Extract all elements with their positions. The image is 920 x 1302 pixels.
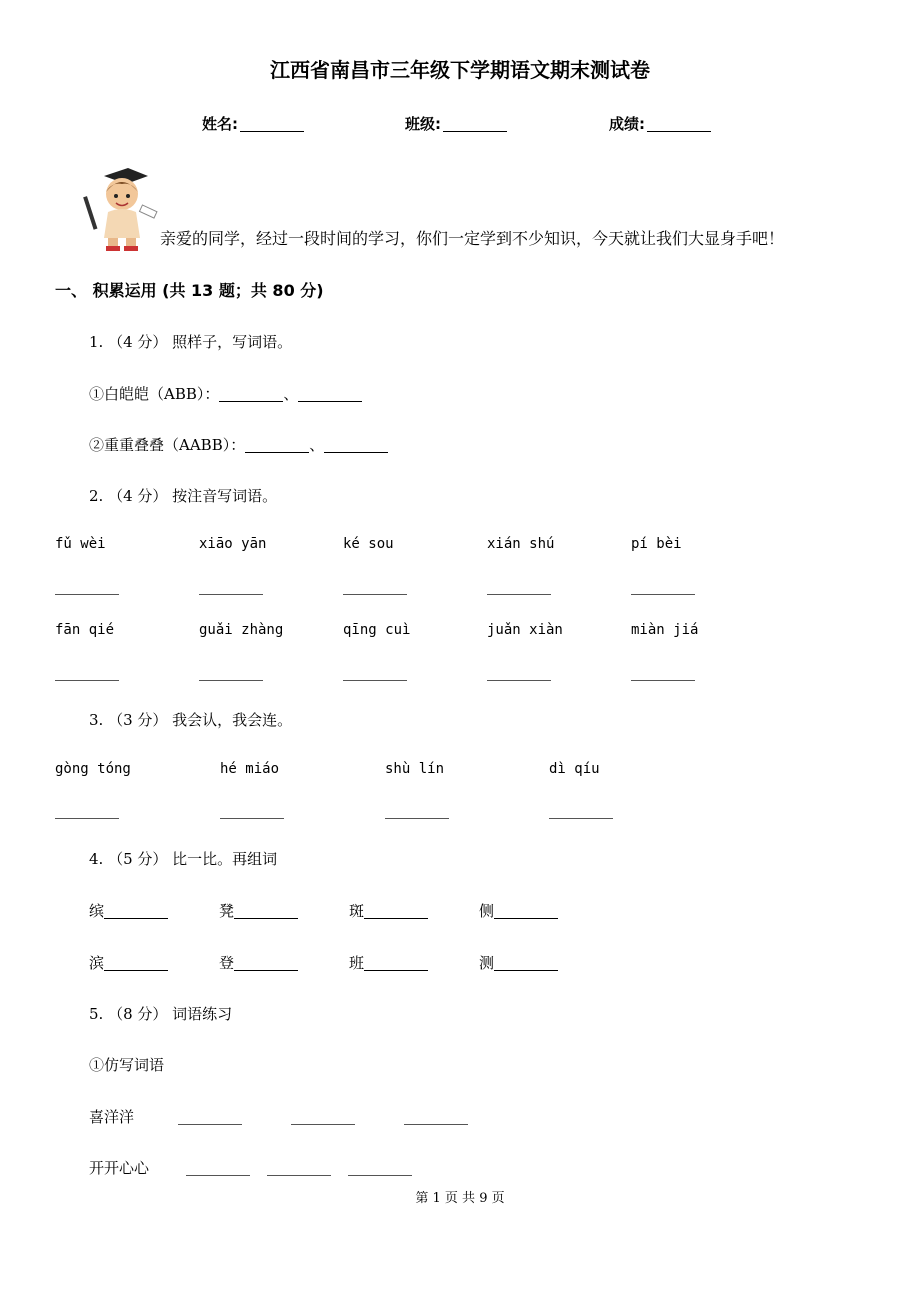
answer-blank[interactable] [104,905,168,919]
character: 凳 [219,902,235,920]
answer-blank[interactable] [494,905,558,919]
page-footer: 第 1 页 共 9 页 [415,1191,505,1206]
answer-blank[interactable] [404,1124,468,1125]
pinyin-item: fǔ wèi [55,536,106,552]
answer-blank[interactable] [364,905,428,919]
answer-blank[interactable] [324,439,388,453]
pinyin-item: ké sou [343,536,394,552]
answer-blank[interactable] [343,594,407,595]
answer-blank[interactable] [55,594,119,595]
character: 登 [219,954,235,972]
answer-blank[interactable] [55,818,119,819]
separator: 、 [283,385,299,403]
pinyin-item: miàn jiá [631,622,699,638]
question-5-heading: 5. （8 分） 词语练习 [89,1005,233,1023]
pinyin-item: guǎi zhàng [199,622,284,638]
q1-line-1-label: ①白皑皑（ABB）： [89,385,220,403]
name-label: 姓名: [202,115,238,133]
answer-blank[interactable] [631,680,695,681]
example-word: 喜洋洋 [89,1108,135,1126]
answer-blank[interactable] [267,1175,331,1176]
q1-line-2 [89,438,388,453]
character: 班 [349,954,365,972]
answer-blank[interactable] [291,1124,355,1125]
page-title: 江西省南昌市三年级下学期语文期末测试卷 [270,58,650,82]
example-word: 开开心心 [89,1159,150,1177]
compare-item [219,904,298,919]
answer-blank[interactable] [631,594,695,595]
character: 缤 [89,902,105,920]
score-field [609,117,711,132]
answer-blank[interactable] [55,680,119,681]
answer-blank[interactable] [186,1175,250,1176]
pinyin-item: shù lín [385,761,445,777]
answer-blank[interactable] [104,957,168,971]
question-2-heading: 2. （4 分） 按注音写词语。 [89,487,278,505]
answer-blank[interactable] [234,905,298,919]
answer-blank[interactable] [348,1175,412,1176]
pinyin-item: hé miáo [220,761,280,777]
pinyin-item: gòng tóng [55,761,131,777]
compare-item [479,904,558,919]
section-heading: 一、 积累运用 (共 13 题；共 80 分) [55,281,324,300]
compare-item [479,956,558,971]
pinyin-item: dì qíu [549,761,600,777]
answer-blank[interactable] [199,594,263,595]
score-blank[interactable] [647,117,711,132]
answer-blank[interactable] [364,957,428,971]
q1-line-2-label: ②重重叠叠（AABB）： [89,436,246,454]
compare-item [89,904,168,919]
pinyin-item: xiāo yān [199,536,267,552]
character: 斑 [349,902,365,920]
q5-subheading: ①仿写词语 [89,1056,165,1074]
mascot-student-icon [82,162,162,252]
question-4-heading: 4. （5 分） 比一比。再组词 [89,850,278,868]
pinyin-item: xián shú [487,536,555,552]
compare-item [349,956,428,971]
question-3-heading: 3. （3 分） 我会认，我会连。 [89,711,293,729]
answer-blank[interactable] [199,680,263,681]
answer-blank[interactable] [178,1124,242,1125]
compare-item [219,956,298,971]
answer-blank[interactable] [245,439,309,453]
answer-blank[interactable] [487,680,551,681]
question-1-heading: 1. （4 分） 照样子，写词语。 [89,333,293,351]
name-field [202,117,304,132]
answer-blank[interactable] [220,818,284,819]
compare-item [349,904,428,919]
score-label: 成绩: [609,115,645,133]
name-blank[interactable] [240,117,304,132]
answer-blank[interactable] [219,388,283,402]
separator: 、 [309,436,325,454]
answer-blank[interactable] [549,818,613,819]
class-field [405,117,507,132]
character: 滨 [89,954,105,972]
compare-item [89,956,168,971]
answer-blank[interactable] [487,594,551,595]
answer-blank[interactable] [298,388,362,402]
character: 测 [479,954,495,972]
pinyin-item: qīng cuì [343,622,411,638]
class-blank[interactable] [443,117,507,132]
answer-blank[interactable] [494,957,558,971]
greeting-text: 亲爱的同学，经过一段时间的学习，你们一定学到不少知识，今天就让我们大显身手吧！ [160,229,785,248]
class-label: 班级: [405,115,441,133]
pinyin-item: juǎn xiàn [487,622,563,638]
answer-blank[interactable] [343,680,407,681]
pinyin-item: fān qié [55,622,115,638]
q1-line-1 [89,387,362,402]
answer-blank[interactable] [385,818,449,819]
answer-blank[interactable] [234,957,298,971]
pinyin-item: pí bèi [631,536,682,552]
character: 侧 [479,902,495,920]
